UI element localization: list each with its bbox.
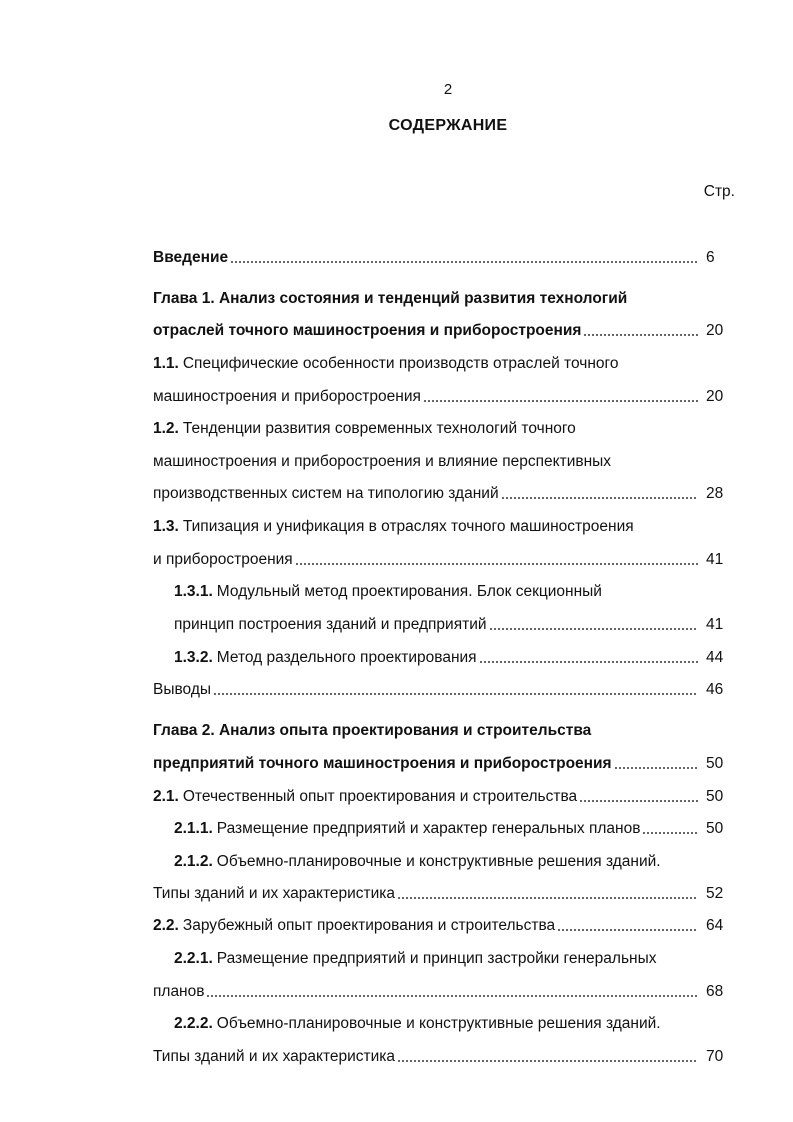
dot-leader — [489, 627, 698, 631]
toc-page-number: 70 — [706, 1048, 724, 1065]
toc-page-number: 44 — [706, 649, 724, 666]
toc-line[interactable] — [174, 615, 728, 635]
toc-page-number: 52 — [706, 885, 724, 902]
toc-entry-text: Объемно-планировочные и конструктивные решения зданий. — [216, 1015, 661, 1032]
toc-entry-text: предприятий точного машиностроения и приборостроения — [153, 755, 612, 772]
toc-section-number: 2.1.2. — [174, 853, 213, 870]
toc-entry-text: Типы зданий и их характеристика — [153, 1048, 396, 1065]
toc-line[interactable] — [153, 754, 728, 774]
toc-entry-text: Выводы — [153, 681, 212, 698]
toc-entry-text: машиностроения и приборостроения и влияние перспективных — [153, 453, 612, 470]
toc-page-number: 50 — [706, 755, 724, 772]
toc-line[interactable] — [153, 916, 728, 936]
toc-section-number: 1.3.2. — [174, 649, 213, 666]
toc-section-number: 2.1. — [153, 788, 179, 805]
toc-line[interactable] — [153, 787, 728, 807]
toc-line[interactable] — [153, 680, 728, 700]
toc-entry-text: отраслей точного машиностроения и приборостроения — [153, 322, 582, 339]
dot-leader — [579, 799, 698, 803]
toc-line[interactable] — [153, 321, 728, 341]
toc-entry-text: Специфические особенности производств отраслей точного — [182, 355, 619, 372]
dot-leader — [583, 333, 698, 337]
toc-line[interactable] — [153, 550, 728, 570]
toc-entry-text: Метод раздельного проектирования — [216, 649, 477, 666]
toc-line[interactable] — [174, 1014, 728, 1034]
toc-entry-text: Зарубежный опыт проектирования и строительства — [182, 917, 556, 934]
dot-leader — [614, 766, 698, 770]
toc-page-number: 50 — [706, 820, 724, 837]
toc-section-number: 1.3.1. — [174, 583, 213, 600]
toc-entry-text: Отечественный опыт проектирования и строительства — [182, 788, 578, 805]
dot-leader — [230, 260, 698, 264]
toc-entry-text: Типы зданий и их характеристика — [153, 885, 396, 902]
toc-page-number: 68 — [706, 983, 724, 1000]
toc-entry-text: принцип построения зданий и предприятий — [174, 616, 487, 633]
toc-line[interactable] — [174, 582, 728, 602]
toc-page-number: 64 — [706, 917, 724, 934]
dot-leader — [397, 896, 698, 900]
toc-page-number: 20 — [706, 388, 724, 405]
dot-leader — [423, 399, 698, 403]
toc-section-number: 2.2. — [153, 917, 179, 934]
toc-entry-text: Размещение предприятий и принцип застройки генеральных — [216, 950, 657, 967]
toc-line[interactable] — [174, 819, 728, 839]
toc-line[interactable] — [174, 648, 728, 668]
toc-page-number: 50 — [706, 788, 724, 805]
toc-line[interactable] — [153, 387, 728, 407]
toc-line[interactable] — [153, 289, 728, 309]
toc-entry-text: планов — [153, 983, 205, 1000]
toc-entry-text: Глава 1. Анализ состояния и тенденций развития технологий — [153, 290, 628, 307]
dot-leader — [642, 831, 698, 835]
toc-line[interactable] — [153, 721, 728, 741]
toc-section-number: 1.2. — [153, 420, 179, 437]
toc-entry-text: Тенденции развития современных технологий точного — [182, 420, 576, 437]
page-title: СОДЕРЖАНИЕ — [388, 117, 508, 134]
toc-line[interactable] — [174, 852, 728, 872]
toc-page-number: 46 — [706, 681, 724, 698]
toc-line[interactable] — [153, 248, 728, 268]
toc-line[interactable] — [153, 354, 728, 374]
toc-page-number: 41 — [706, 551, 724, 568]
toc-page-number: 28 — [706, 485, 724, 502]
toc-line[interactable] — [153, 982, 728, 1002]
dot-leader — [206, 994, 698, 998]
toc-entry-text: Типизация и унификация в отраслях точного машиностроения — [182, 518, 634, 535]
dot-leader — [557, 928, 698, 932]
toc-entry-text: Глава 2. Анализ опыта проектирования и строительства — [153, 722, 592, 739]
toc-line[interactable] — [153, 452, 728, 472]
toc-page-number: 20 — [706, 322, 724, 339]
toc-section-number: 2.2.1. — [174, 950, 213, 967]
toc-entry-text: и приборостроения — [153, 551, 293, 568]
toc-section-number: 2.1.1. — [174, 820, 213, 837]
toc-line[interactable] — [153, 484, 728, 504]
toc-line[interactable] — [153, 419, 728, 439]
toc-entry-text: машиностроения и приборостроения — [153, 388, 421, 405]
dot-leader — [501, 496, 698, 500]
toc-entry-text: Объемно-планировочные и конструктивные решения зданий. — [216, 853, 661, 870]
toc-entry-text: Размещение предприятий и характер генеральных планов — [216, 820, 641, 837]
toc-page-number: 6 — [706, 249, 715, 266]
toc-line[interactable] — [153, 1047, 728, 1067]
toc-section-number: 1.1. — [153, 355, 179, 372]
toc-section-number: 1.3. — [153, 518, 179, 535]
toc-entry-text: производственных систем на типологию зданий — [153, 485, 499, 502]
dot-leader — [397, 1059, 698, 1063]
dot-leader — [295, 562, 698, 566]
toc-entry-text: Модульный метод проектирования. Блок секционный — [216, 583, 602, 600]
dot-leader — [213, 692, 698, 696]
dot-leader — [479, 660, 698, 664]
toc-section-number: 2.2.2. — [174, 1015, 213, 1032]
toc-entry-text: Введение — [153, 249, 229, 266]
page-column-label: Стр. — [703, 183, 735, 200]
toc-line[interactable] — [153, 884, 728, 904]
toc-line[interactable] — [174, 949, 728, 969]
page-number: 2 — [443, 81, 453, 98]
toc-page-number: 41 — [706, 616, 724, 633]
toc-line[interactable] — [153, 517, 728, 537]
